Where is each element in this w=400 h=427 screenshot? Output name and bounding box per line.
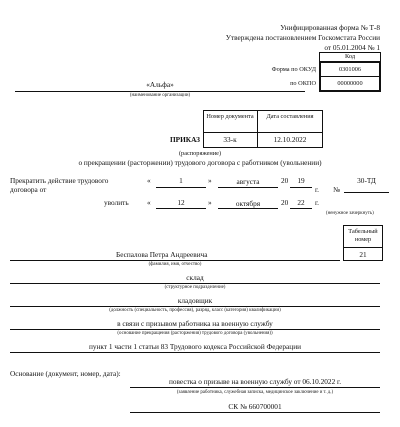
contract-quote-open: « (147, 176, 151, 185)
contract-year-prefix: 20 (281, 176, 289, 185)
reason-caption: (основание прекращения (расторжения) трудового договора (увольнения)) (117, 331, 273, 336)
terminate-label: Прекратить действие трудового договора от (10, 176, 109, 194)
contract-num-sign: № (333, 185, 340, 194)
employee-name: Беспалова Петра Андреевича (116, 250, 208, 259)
dismissal-quote-close: » (208, 198, 212, 207)
dismissal-year-line (290, 208, 312, 209)
legal-article: пункт 1 части 1 статьи 83 Трудового кодекса Российской Федерации (88, 342, 302, 351)
contract-year: 19 (297, 176, 305, 185)
department-caption: (структурное подразделение) (164, 285, 226, 290)
contract-number-line (344, 192, 389, 193)
basis-doc-line (130, 412, 380, 413)
order-description: о прекращении (расторжении) трудового договора с работником (увольнении) (78, 158, 322, 167)
contract-day: 1 (179, 176, 183, 185)
contract-year-line (290, 187, 312, 188)
basis-document: СК № 660700001 (228, 402, 282, 411)
article-line (10, 352, 380, 353)
organization-name: «Альфа» (146, 80, 174, 89)
codes-divider (319, 76, 381, 77)
position-line (10, 306, 380, 307)
order-subtitle: (распоряжение) (178, 150, 222, 157)
tabel-header: Табельный номер (348, 228, 378, 243)
okud-label: Форма по ОКУД (271, 66, 316, 73)
basis-line (130, 387, 380, 388)
code-header: Код (344, 53, 356, 60)
dismissal-day: 12 (177, 198, 185, 207)
doc-number-header: Номер документа (206, 113, 254, 120)
dismissal-year-suffix: г. (315, 198, 319, 207)
contract-month-line (218, 187, 278, 188)
contract-day-line (156, 187, 206, 188)
position-caption: (должность (специальность, профессия), разряд, класс (категория) квалификации) (109, 308, 281, 313)
dismissal-day-line (156, 208, 206, 209)
dismissal-label: уволить (104, 198, 129, 207)
employee-department: склад (186, 273, 204, 282)
doc-number-value: 33-к (223, 135, 237, 144)
basis-value: повестка о призыве на военную службу от 06.10.2022 г. (168, 377, 342, 386)
contract-year-suffix: г. (315, 185, 319, 194)
approval-line: Утверждена постановлением Госкомстата России (225, 33, 380, 42)
contract-quote-close: » (208, 176, 212, 185)
dismissal-year: 22 (297, 198, 305, 207)
doc-date-header: Дата составления (266, 113, 314, 120)
tabel-value: 21 (359, 250, 367, 259)
employee-position: кладовщик (177, 296, 213, 305)
okpo-label: по ОКПО (290, 80, 316, 87)
employee-name-line (10, 260, 340, 261)
department-line (10, 283, 380, 284)
dismissal-month-line (218, 208, 278, 209)
okpo-value: 00000000 (337, 80, 363, 87)
tabel-divider (343, 247, 383, 248)
organization-caption: (наименование организации) (129, 93, 191, 98)
form-title: Унифицированная форма № Т-8 (280, 23, 380, 32)
okud-value: 0301006 (338, 66, 362, 73)
dismissal-caption: (ненужное зачеркнуть) (326, 211, 374, 216)
employee-name-caption: (фамилия, имя, отчество) (148, 262, 202, 267)
contract-month: августа (236, 177, 260, 186)
organization-line (15, 91, 305, 92)
approval-date: от 05.01.2004 № 1 (324, 43, 380, 52)
dismissal-quote-open: « (147, 198, 151, 207)
dismissal-month: октября (235, 199, 261, 208)
termination-reason: в связи с призывом работника на военную службу (117, 319, 273, 328)
dismissal-year-prefix: 20 (281, 198, 289, 207)
basis-caption: (заявление работника, служебная записка, медицинское заключение и т. д.) (176, 390, 334, 395)
doc-table-divider (203, 132, 323, 133)
contract-number: 30-ТД (357, 176, 376, 185)
order-title: ПРИКАЗ (170, 135, 201, 144)
reason-line (10, 329, 380, 330)
doc-date-value: 12.10.2022 (273, 135, 307, 144)
basis-label: Основание (документ, номер, дата): (10, 369, 121, 378)
